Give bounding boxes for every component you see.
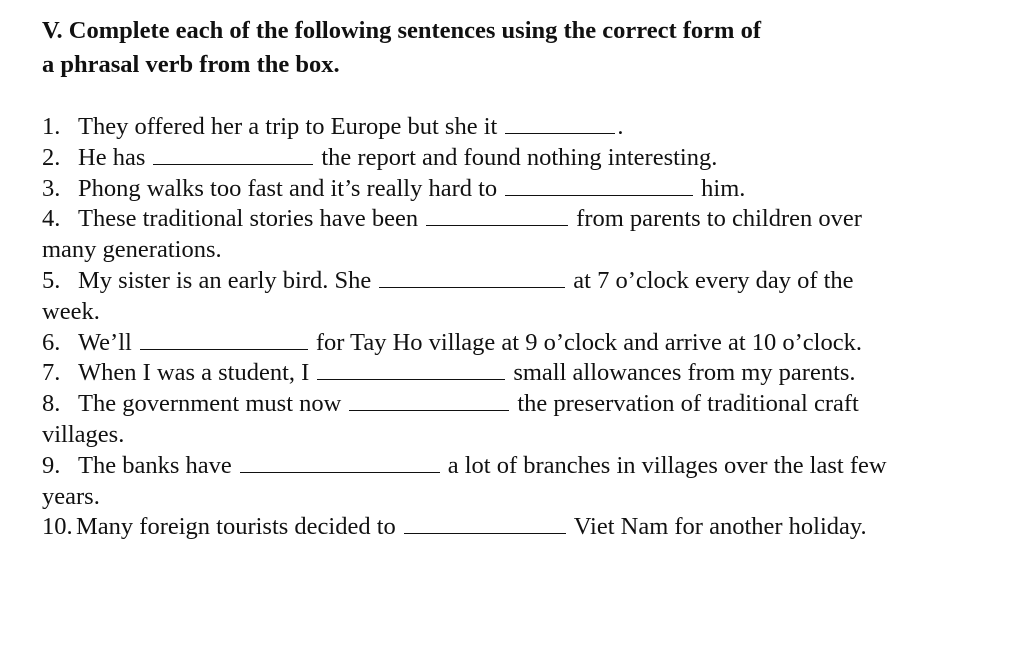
item-text-before: Phong walks too fast and it’s really hard to	[78, 174, 498, 202]
item-number: 2.	[42, 143, 61, 171]
item-text-before: These traditional stories have been	[78, 205, 419, 233]
item-text-before: He has	[78, 143, 146, 171]
item-text-before: The banks have	[78, 451, 232, 479]
heading-line-1: V. Complete each of the following sentences using the correct form of	[42, 17, 761, 44]
item-text-before: They offered her a trip to Europe but she it	[78, 113, 498, 140]
item-text-after: the report and found nothing interesting.	[321, 143, 718, 171]
item-text-after: small allowances from my parents.	[513, 359, 856, 387]
item-text-after: the preservation of traditional craft villages.	[42, 390, 859, 448]
item-text-after: Viet Nam for another holiday.	[573, 513, 867, 541]
item-text-after: him.	[701, 174, 746, 202]
exercise-item-4	[42, 204, 902, 266]
answer-blank[interactable]	[140, 329, 308, 350]
item-text-before: We’ll	[78, 328, 132, 356]
answer-blank[interactable]	[505, 113, 615, 134]
exercise-heading	[42, 14, 902, 82]
exercise-list	[42, 112, 902, 543]
item-number: 1.	[42, 113, 61, 140]
exercise-item-8	[42, 389, 902, 451]
answer-blank[interactable]	[317, 359, 505, 380]
item-number: 10.	[42, 513, 73, 541]
answer-blank[interactable]	[153, 144, 313, 165]
item-number: 8.	[42, 390, 61, 418]
exercise-item-6	[42, 328, 902, 359]
answer-blank[interactable]	[426, 205, 568, 226]
exercise-item-7	[42, 358, 902, 389]
item-text-before: The government must now	[78, 390, 342, 418]
item-number: 4.	[42, 205, 61, 233]
item-text-before: My sister is an early bird. She	[78, 266, 372, 294]
item-number: 9.	[42, 451, 61, 479]
exercise-item-9	[42, 451, 902, 513]
exercise-item-3	[42, 174, 902, 205]
exercise-item-2	[42, 143, 902, 174]
item-text-after: for Tay Ho village at 9 o’clock and arrive at 10 o’clock.	[315, 328, 862, 356]
heading-line-2: a phrasal verb from the box.	[42, 51, 340, 78]
item-number: 3.	[42, 174, 61, 202]
item-number: 5.	[42, 266, 61, 294]
answer-blank[interactable]	[505, 175, 693, 196]
item-text-after: at 7 o’clock every day of the week.	[42, 266, 854, 325]
answer-blank[interactable]	[240, 452, 440, 473]
worksheet-page	[42, 14, 902, 543]
exercise-item-5	[42, 266, 902, 328]
answer-blank[interactable]	[404, 513, 566, 534]
item-text-after: a lot of branches in villages over the last few years.	[42, 451, 887, 510]
exercise-item-10	[42, 512, 902, 543]
item-text-after: from parents to children over many generations.	[42, 205, 862, 264]
item-text-before: When I was a student, I	[78, 359, 310, 387]
item-text-after: .	[617, 113, 624, 140]
item-number: 7.	[42, 359, 61, 387]
item-text-before: Many foreign tourists decided to	[76, 513, 396, 541]
exercise-item-1	[42, 112, 902, 143]
answer-blank[interactable]	[349, 390, 509, 411]
item-number: 6.	[42, 328, 61, 356]
answer-blank[interactable]	[379, 267, 565, 288]
